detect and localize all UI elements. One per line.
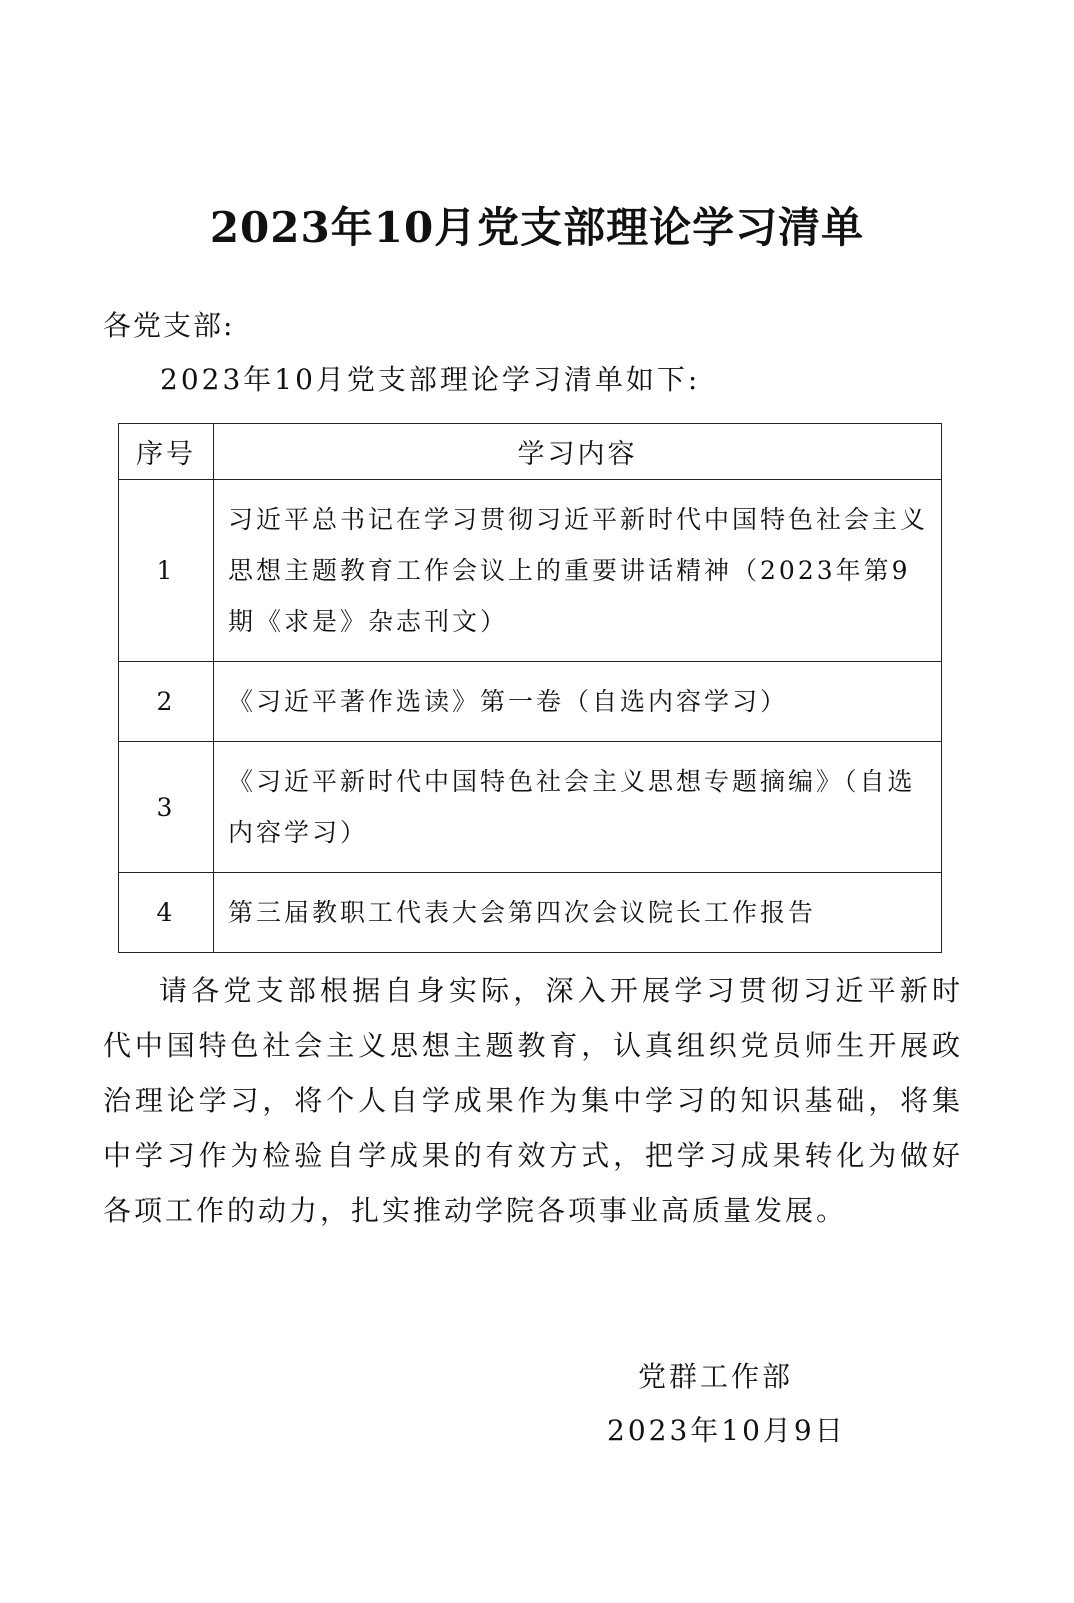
row-content: 习近平总书记在学习贯彻习近平新时代中国特色社会主义思想主题教育工作会议上的重要讲话精神（2023年第9期《求是》杂志刊文） [214, 480, 942, 662]
row-number: 4 [119, 873, 214, 953]
table-row [119, 873, 942, 953]
document-title: 2023年10月党支部理论学习清单 [209, 203, 865, 252]
row-content: 《习近平著作选读》第一卷（自选内容学习） [214, 662, 942, 742]
row-content: 第三届教职工代表大会第四次会议院长工作报告 [214, 873, 942, 953]
header-content: 学习内容 [214, 424, 942, 480]
study-list-table [118, 423, 942, 953]
salutation: 各党支部: [103, 309, 235, 342]
table-row [119, 742, 942, 873]
table-row [119, 480, 942, 662]
header-number: 序号 [119, 424, 214, 480]
signature-organization: 党群工作部 [638, 1360, 794, 1393]
signature-date: 2023年10月9日 [607, 1414, 846, 1447]
row-number: 3 [119, 742, 214, 873]
row-number: 1 [119, 480, 214, 662]
intro-line: 2023年10月党支部理论学习清单如下: [160, 363, 701, 396]
row-content: 《习近平新时代中国特色社会主义思想专题摘编》（自选内容学习） [214, 742, 942, 873]
body-paragraph: 请各党支部根据自身实际，深入开展学习贯彻习近平新时代中国特色社会主义思想主题教育，认真组织党员师生开展政治理论学习，将个人自学成果作为集中学习的知识基础，将集中学习作为检验自学成果的有效方式，把学习成果转化为做好各项工作的动力，扎实推动学院各项事业高质量发展。 [103, 974, 963, 1227]
row-number: 2 [119, 662, 214, 742]
table-header-row [119, 424, 942, 480]
table-row [119, 662, 942, 742]
